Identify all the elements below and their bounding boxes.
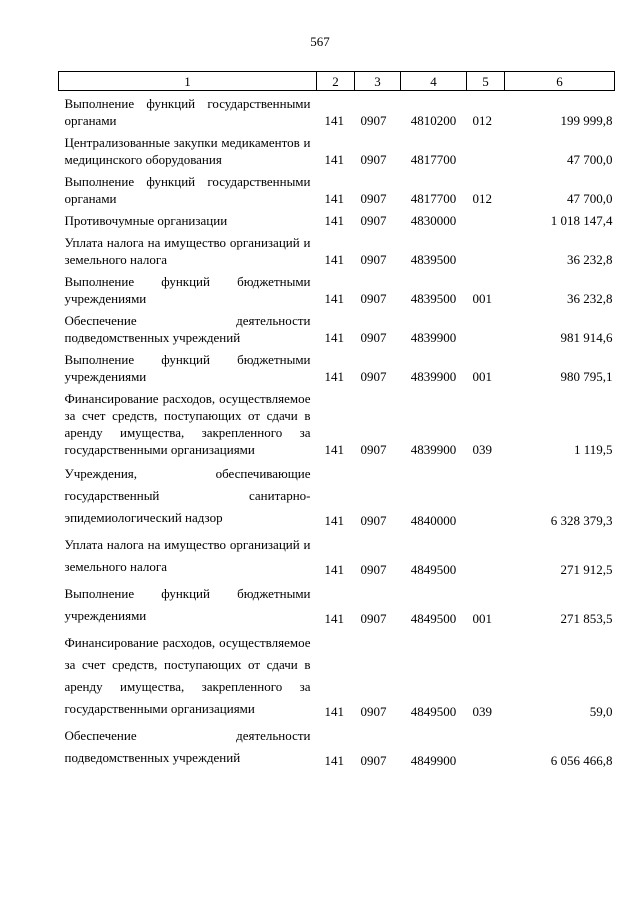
row-amount: 36 232,8	[567, 252, 613, 267]
row-amount: 1 018 147,4	[550, 213, 613, 228]
table-header	[59, 72, 615, 91]
table-row	[59, 91, 615, 131]
row-code-3: 0907	[360, 330, 387, 345]
page-number: 567	[310, 34, 330, 49]
row-code-3: 0907	[360, 369, 387, 384]
table-row	[59, 169, 615, 208]
row-code-2: 141	[324, 291, 344, 306]
row-code-3: 0907	[360, 611, 387, 626]
row-code-3: 0907	[360, 753, 387, 768]
table-row	[59, 269, 615, 308]
row-code-4: 4839900	[410, 369, 457, 384]
row-code-5: 012	[472, 191, 492, 206]
table-row	[59, 347, 615, 386]
table-row	[59, 208, 615, 230]
row-amount: 6 056 466,8	[550, 753, 613, 768]
row-code-4: 4839500	[410, 291, 457, 306]
row-amount: 199 999,8	[560, 113, 613, 128]
table-row	[59, 579, 615, 628]
row-code-5	[467, 130, 505, 169]
row-code-3: 0907	[360, 191, 387, 206]
row-code-5	[467, 308, 505, 347]
row-code-3: 0907	[360, 213, 387, 228]
row-code-2: 141	[324, 442, 344, 457]
row-code-2: 141	[324, 704, 344, 719]
row-amount: 6 328 379,3	[550, 513, 613, 528]
row-code-4: 4840000	[410, 513, 457, 528]
row-code-5: 001	[472, 369, 492, 384]
row-name: Учреждения, обеспечивающие государственный санитарно-эпидемиологический надзор	[64, 466, 311, 525]
row-code-5: 001	[472, 291, 492, 306]
row-code-4: 4849500	[410, 704, 457, 719]
row-code-3: 0907	[360, 113, 387, 128]
row-amount: 59,0	[589, 704, 613, 719]
row-amount: 271 912,5	[560, 562, 613, 577]
row-code-2: 141	[324, 252, 344, 267]
column-header-2: 2	[317, 72, 355, 91]
row-name: Выполнение функций бюджетными учреждениями	[64, 352, 311, 384]
row-code-4: 4830000	[410, 213, 457, 228]
row-name: Противочумные организации	[64, 213, 228, 228]
row-code-4: 4839900	[410, 442, 457, 457]
row-code-3: 0907	[360, 442, 387, 457]
row-amount: 36 232,8	[567, 291, 613, 306]
row-code-5: 012	[472, 113, 492, 128]
row-code-4: 4817700	[410, 191, 457, 206]
table-row	[59, 230, 615, 269]
row-code-2: 141	[324, 113, 344, 128]
row-name: Финансирование расходов, осуществляемое за счет средств, поступающих от сдачи в аренду имущества, закрепленного за государственными организациями	[64, 635, 311, 716]
row-name: Выполнение функций государственными органами	[64, 174, 311, 206]
row-code-4: 4849500	[410, 611, 457, 626]
row-code-5: 001	[472, 611, 492, 626]
row-code-5	[467, 530, 505, 579]
row-code-5	[467, 721, 505, 770]
row-code-2: 141	[324, 753, 344, 768]
row-amount: 271 853,5	[560, 611, 613, 626]
table-row	[59, 721, 615, 770]
table-row	[59, 386, 615, 459]
row-code-2: 141	[324, 330, 344, 345]
row-code-2: 141	[324, 213, 344, 228]
row-code-4: 4849900	[410, 753, 457, 768]
row-code-2: 141	[324, 562, 344, 577]
column-header-5: 5	[467, 72, 505, 91]
row-code-3: 0907	[360, 562, 387, 577]
row-name: Централизованные закупки медикаментов и медицинского оборудования	[64, 135, 311, 167]
row-name: Обеспечение деятельности подведомственных учреждений	[64, 313, 311, 345]
column-header-3: 3	[355, 72, 401, 91]
row-name: Выполнение функций бюджетными учреждениями	[64, 274, 311, 306]
column-header-1: 1	[59, 72, 317, 91]
row-name: Уплата налога на имущество организаций и земельного налога	[64, 537, 311, 574]
row-code-4: 4849500	[410, 562, 457, 577]
row-code-2: 141	[324, 191, 344, 206]
column-header-4: 4	[401, 72, 467, 91]
row-amount: 47 700,0	[567, 152, 613, 167]
row-name: Выполнение функций государственными органами	[64, 96, 311, 128]
row-code-2: 141	[324, 611, 344, 626]
row-name: Обеспечение деятельности подведомственных учреждений	[64, 728, 311, 765]
row-code-3: 0907	[360, 513, 387, 528]
row-amount: 1 119,5	[573, 442, 613, 457]
budget-table	[58, 71, 615, 770]
table-row	[59, 308, 615, 347]
row-code-3: 0907	[360, 252, 387, 267]
row-amount: 981 914,6	[560, 330, 613, 345]
row-code-5: 039	[472, 704, 492, 719]
column-header-6: 6	[505, 72, 615, 91]
row-code-3: 0907	[360, 291, 387, 306]
table-row	[59, 130, 615, 169]
header-row	[59, 72, 615, 91]
row-code-4: 4810200	[410, 113, 457, 128]
row-code-3: 0907	[360, 704, 387, 719]
table-row	[59, 628, 615, 721]
table-row	[59, 530, 615, 579]
table-row	[59, 459, 615, 530]
row-amount: 980 795,1	[560, 369, 613, 384]
row-code-2: 141	[324, 369, 344, 384]
row-name: Уплата налога на имущество организаций и земельного налога	[64, 235, 311, 267]
row-code-2: 141	[324, 152, 344, 167]
row-amount: 47 700,0	[567, 191, 613, 206]
row-code-5	[467, 208, 505, 230]
row-code-5: 039	[472, 442, 492, 457]
row-code-5	[467, 230, 505, 269]
row-name: Финансирование расходов, осуществляемое за счет средств, поступающих от сдачи в аренду имущества, закрепленного за государственными организациями	[64, 391, 311, 457]
row-name: Выполнение функций бюджетными учреждениями	[64, 586, 311, 623]
table-body	[59, 91, 615, 771]
row-code-5	[467, 459, 505, 530]
row-code-4: 4839500	[410, 252, 457, 267]
row-code-4: 4817700	[410, 152, 457, 167]
row-code-3: 0907	[360, 152, 387, 167]
row-code-4: 4839900	[410, 330, 457, 345]
row-code-2: 141	[324, 513, 344, 528]
